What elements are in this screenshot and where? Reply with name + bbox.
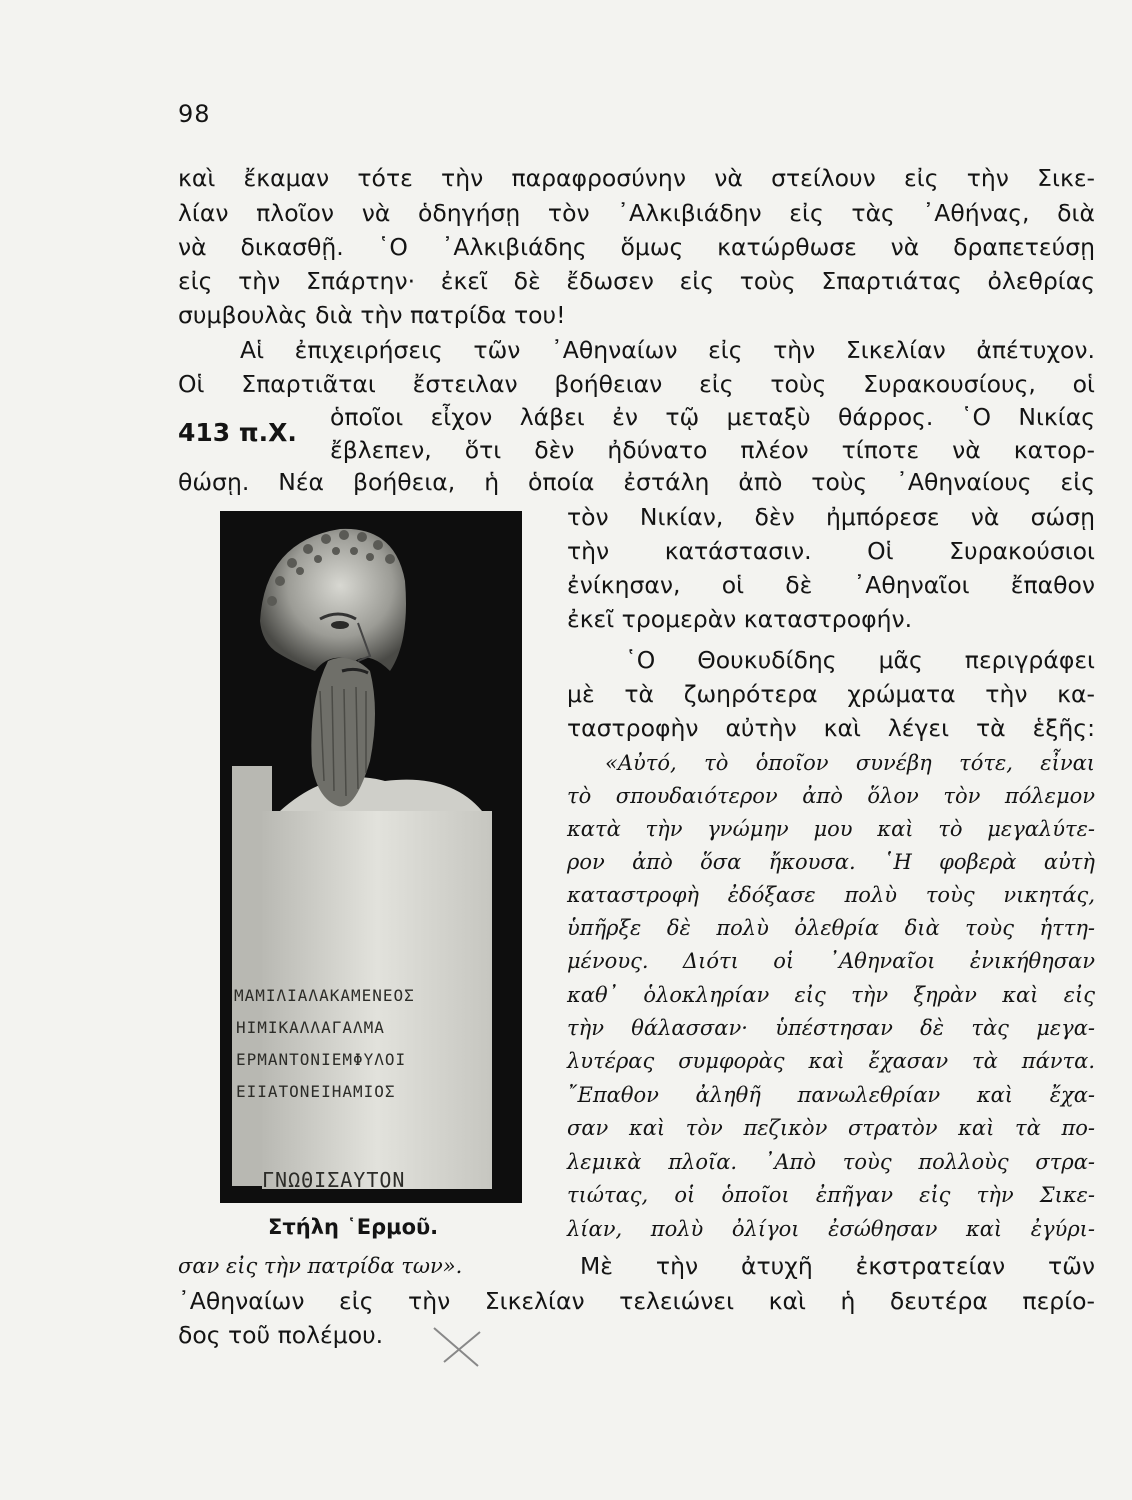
text-line: ἐνίκησαν, οἱ δὲ ᾿Αθηναῖοι ἔπαθον bbox=[567, 571, 1095, 599]
quote-line: καταστροφὴ ἐδόξασε πολὺ τοὺς νικητάς, bbox=[567, 883, 1095, 907]
cross-mark-icon bbox=[430, 1322, 486, 1376]
quote-line: ρον ἀπὸ ὅσα ἤκουσα. ῾Η φοβερὰ αὐτὴ bbox=[567, 850, 1095, 874]
text-line: ὁποῖοι εἶχον λάβει ἐν τῷ μεταξὺ θάρρος. ῾Ο Νικίας bbox=[330, 403, 1095, 431]
text-line: Αἱ ἐπιχειρήσεις τῶν ᾿Αθηναίων εἰς τὴν Σικελίαν ἀπέτυχον. bbox=[240, 336, 1095, 364]
quote-line: σαν καὶ τὸν πεζικὸν στρατὸν καὶ τὰ πο- bbox=[567, 1116, 1095, 1140]
quote-line: μένους. Διότι οἱ ᾿Αθηναῖοι ἐνικήθησαν bbox=[567, 949, 1095, 973]
quote-line: λίαν, πολὺ ὀλίγοι ἐσώθησαν καὶ ἐγύρι- bbox=[567, 1217, 1095, 1241]
text-line: εἰς τὴν Σπάρτην· ἐκεῖ δὲ ἔδωσεν εἰς τοὺς Σπαρτιάτας ὀλεθρίας bbox=[178, 267, 1095, 295]
text-line: ταστροφὴν αὐτὴν καὶ λέγει τὰ ἑξῆς: bbox=[567, 714, 1095, 742]
text-line: λίαν πλοῖον νὰ ὁδηγήσῃ τὸν ᾿Αλκιβιάδην εἰς τὰς ᾿Αθήνας, διὰ bbox=[178, 199, 1095, 227]
text-line: Οἱ Σπαρτιᾶται ἔστειλαν βοήθειαν εἰς τοὺς Συρακουσίους, οἱ bbox=[178, 370, 1095, 398]
quote-line: τὸ σπουδαιότερον ἀπὸ ὅλον τὸν πόλεμον bbox=[567, 784, 1095, 808]
quote-line: σαν εἰς τὴν πατρίδα των». bbox=[178, 1254, 463, 1278]
text-line: συμβουλὰς διὰ τὴν πατρίδα του! bbox=[178, 301, 566, 329]
quote-line: τὴν θάλασσαν· ὑπέστησαν δὲ τὰς μεγα- bbox=[567, 1016, 1095, 1040]
text-line: τὴν κατάστασιν. Οἱ Συρακούσιοι bbox=[567, 537, 1095, 565]
text-line: τὸν Νικίαν, δὲν ἠμπόρεσε νὰ σώσῃ bbox=[567, 503, 1095, 531]
quote-line: «Αὐτό, τὸ ὁποῖον συνέβη τότε, εἶναι bbox=[605, 751, 1095, 775]
quote-line: ῎Επαθον ἀληθῆ πανωλεθρίαν καὶ ἔχα- bbox=[567, 1083, 1095, 1107]
inscription-line: ΕΡΜΑΝΤΟΝΙΕΜΦΥΛΟΙ bbox=[236, 1050, 407, 1069]
text-line: ᾿Αθηναίων εἰς τὴν Σικελίαν τελειώνει καὶ ἡ δευτέρα περίο- bbox=[178, 1287, 1095, 1315]
inscription-line: ΕΙΙΑΤΟΝΕΙΗΑΜΙΟΣ bbox=[236, 1082, 396, 1101]
quote-line: καθ᾿ ὁλοκληρίαν εἰς τὴν ξηρὰν καὶ εἰς bbox=[567, 983, 1095, 1007]
text-line: θώσῃ. Νέα βοήθεια, ἡ ὁποία ἐστάλη ἀπὸ τοὺς ᾿Αθηναίους εἰς bbox=[178, 468, 1095, 496]
text-line: δος τοῦ πολέμου. bbox=[178, 1321, 384, 1349]
text-line: νὰ δικασθῇ. ῾Ο ᾿Αλκιβιάδης ὅμως κατώρθωσε νὰ δραπετεύσῃ bbox=[178, 233, 1095, 261]
quote-line: κατὰ τὴν γνώμην μου καὶ τὸ μεγαλύτε- bbox=[567, 817, 1095, 841]
text-line: καὶ ἔκαμαν τότε τὴν παραφροσύνην νὰ στείλουν εἰς τὴν Σικε- bbox=[178, 164, 1095, 192]
inscription-line: ΓΝΩΘΙΣΑΥΤΟΝ bbox=[262, 1168, 406, 1192]
text-line: ἐκεῖ τρομερὰν καταστροφήν. bbox=[567, 605, 913, 633]
inscription-line: ΜΑΜΙΛΙΑΛΑΚΑΜΕΝΕΟΣ bbox=[234, 986, 415, 1005]
herm-stele-photo bbox=[220, 511, 522, 1203]
inscription-line: ΗΙΜΙΚΑΛΛΑΓΑΛΜΑ bbox=[236, 1018, 385, 1037]
text-line: ῾Ο Θουκυδίδης μᾶς περιγράφει bbox=[625, 646, 1095, 674]
text-line: Μὲ τὴν ἀτυχῆ ἐκστρατείαν τῶν bbox=[580, 1252, 1095, 1280]
page-number: 98 bbox=[178, 100, 211, 128]
quote-line: τιώτας, οἱ ὁποῖοι ἐπῆγαν εἰς τὴν Σικε- bbox=[567, 1183, 1095, 1207]
text-line: ἔβλεπεν, ὅτι δὲν ἠδύνατο πλέον τίποτε νὰ κατορ- bbox=[330, 436, 1095, 464]
figure-caption: Στήλη ῾Ερμοῦ. bbox=[268, 1215, 439, 1239]
quote-line: ὑπῆρξε δὲ πολὺ ὀλεθρία διὰ τοὺς ἡττη- bbox=[567, 916, 1095, 940]
quote-line: λεμικὰ πλοῖα. ᾿Απὸ τοὺς πολλοὺς στρα- bbox=[567, 1150, 1095, 1174]
text-line: μὲ τὰ ζωηρότερα χρώματα τὴν κα- bbox=[567, 680, 1095, 708]
margin-date: 413 π.Χ. bbox=[178, 418, 297, 447]
quote-line: λυτέρας συμφορὰς καὶ ἔχασαν τὰ πάντα. bbox=[567, 1049, 1095, 1073]
